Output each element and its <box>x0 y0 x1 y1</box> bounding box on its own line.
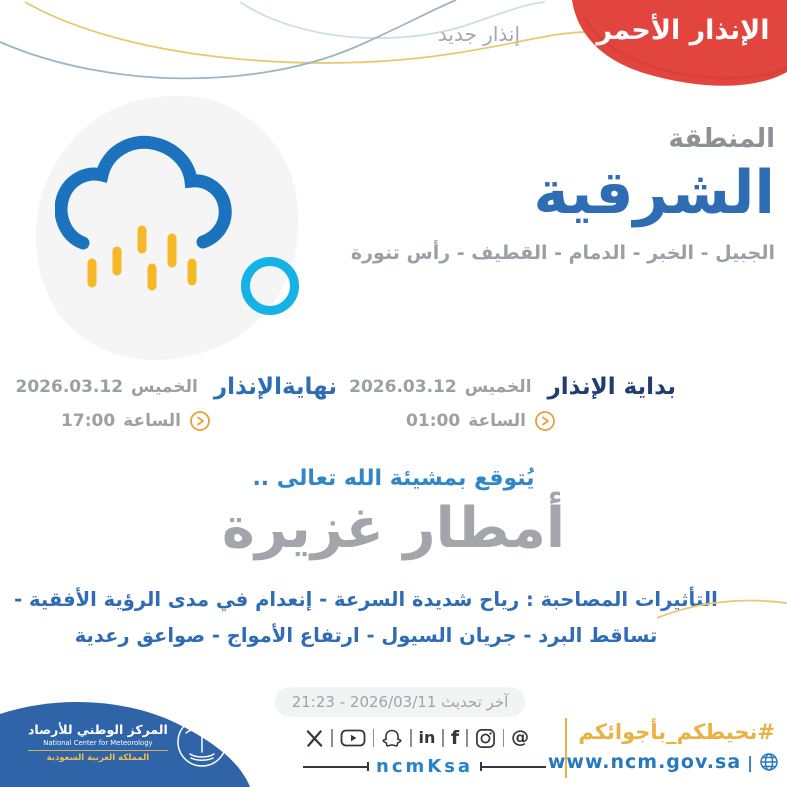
ncm-logo <box>28 716 228 768</box>
alert-end-title: نهايةالإنذار <box>213 374 337 400</box>
alert-start-day: الخميس <box>464 377 532 397</box>
alert-end-hour-label: الساعة <box>123 411 181 431</box>
effects-line-1: التأثيرات المصاحبة : رياح شديدة السرعة - إنعدام في مدى الرؤية الأفقية - <box>14 588 718 611</box>
social-icons-row <box>305 727 529 749</box>
handle-line-left <box>303 766 369 768</box>
alert-start-hour: 01:00 <box>406 411 461 431</box>
divider <box>331 729 333 747</box>
region-name: الشرقية <box>533 158 775 228</box>
logo-kingdom-label: المملكة العربية السعودية <box>46 752 150 763</box>
forecast-effects <box>0 582 732 654</box>
social-handle-row <box>303 756 546 777</box>
alert-start-block <box>349 374 676 432</box>
effects-line-2: تساقط البرد - جريان السيول - ارتفاع الأمواج - صواعق رعدية <box>74 624 658 647</box>
globe-icon <box>759 752 779 772</box>
cyan-ring-decoration <box>241 257 299 315</box>
new-alert-label: إنذار جديد <box>437 22 520 46</box>
last-update-badge: آخر تحديث 2026/03/11 - 21:23 <box>275 687 525 717</box>
divider <box>410 729 412 747</box>
logo-name-english: National Center for Meteorology <box>43 738 153 747</box>
divider: | <box>747 752 753 772</box>
divider <box>466 729 468 747</box>
handle-line-right <box>480 766 546 768</box>
forecast-intro: يُتوقع بمشيئة الله تعالى .. <box>252 466 535 491</box>
threads-icon[interactable]: @ <box>511 727 530 748</box>
logo-divider <box>28 750 168 751</box>
divider <box>503 729 505 747</box>
clock-icon <box>534 410 556 432</box>
region-cities: الجبيل - الخبر - الدمام - القطيف - رأس تنورة <box>350 242 775 264</box>
forecast-event: أمطار غزيرة <box>221 496 566 561</box>
region-block <box>351 124 775 264</box>
rain-drops <box>92 230 192 286</box>
alert-start-date: 2026.03.12 <box>349 377 457 397</box>
alert-start-title: بداية الإنذار <box>547 374 676 400</box>
alert-end-hour: 17:00 <box>61 411 116 431</box>
x-twitter-icon[interactable] <box>305 729 324 748</box>
ncm-emblem-icon <box>176 716 228 768</box>
youtube-icon[interactable] <box>340 728 366 748</box>
facebook-icon[interactable]: f <box>450 727 460 749</box>
alert-start-hour-label: الساعة <box>468 411 526 431</box>
linkedin-icon[interactable]: in <box>418 728 436 747</box>
snapchat-icon[interactable] <box>381 728 403 749</box>
decorative-wave-right <box>657 592 787 622</box>
alert-end-day: الخميس <box>131 377 198 397</box>
website-row <box>548 751 779 773</box>
social-handle: ncmKsa <box>376 756 474 777</box>
red-alert-banner-label: الإنذار الأحمر <box>596 15 770 46</box>
alert-end-block <box>15 374 337 432</box>
website-url[interactable]: www.ncm.gov.sa <box>547 751 742 773</box>
logo-name-arabic: المركز الوطني للأرصاد <box>28 721 168 737</box>
heavy-rain-cloud-icon <box>55 123 240 298</box>
campaign-hashtag[interactable]: #نحيطكم_بأجوائكم <box>578 720 775 744</box>
clock-icon <box>189 410 211 432</box>
region-label: المنطقة <box>668 124 775 154</box>
instagram-icon[interactable] <box>475 728 496 749</box>
divider <box>442 729 444 747</box>
alert-end-date: 2026.03.12 <box>15 377 124 397</box>
divider <box>373 729 375 747</box>
